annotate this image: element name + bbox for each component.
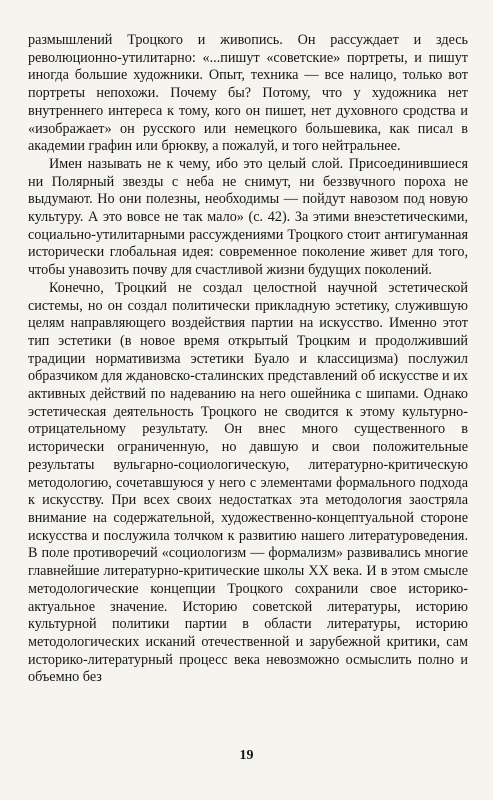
- paragraph-1: размышлений Троцкого и живопись. Он рассуждает и здесь революционно-утилитарно: «...пишут «советские» портреты, и пишут иногда большие художники. Опыт, техника — все налицо, только вот портреты непохожи. Почему бы? Потому, что у художника нет внутреннего интереса к тому, кого он пишет, нет духовного сродства и «изображает» он русского или немецкого большевика, как писал в академии графин или брюкву, а пожалуй, и того нейтральнее.: [28, 32, 468, 155]
- page-number: 19: [239, 748, 254, 763]
- paragraph-3: Конечно, Троцкий не создал целостной научной эстетической системы, но он создал политически прикладную эстетику, служившую целям направляющего воздействия партии на искусство. Именно этот тип эстетики (в новое время открытый Троцким и продолживший традиции нормативизма эстетики Буало и классицизма) послужил образчиком для ждановско-сталинских представлений об искусстве и их активных действий по надеванию на него ошейника с шипами. Однако эстетическая деятельность Троцкого не сводится к этому культурно-отрицательному результату. Он внес много существенного в исторически ограниченную, но давшую и свои положительные результаты вульгарно-социологическую, литературно-критическую методологию, сочетавшуюся у него с элементами формального подхода к искусству. При всех своих недостатках эта методология заостряла внимание на содержательной, художественно-концептуальной стороне искусства и послужила толчком к развитию нашего литературоведения. В поле противоречий «социологизм — формализм» развивались многие главнейшие литературно-критические школы XX века. И в этом смысле методологические концепции Троцкого сохранили свое историко-актуальное значение. Историю советской литературы, историю культурной политики партии в области литературы, историю методологических исканий отечественной и зарубежной критики, сам историко-литературный процесс века невозможно осмыслить полно и объемно без: [28, 279, 468, 686]
- paragraph-2: Имен называть не к чему, ибо это целый слой. Присоединившиеся ни Полярный звезды с неба не снимут, ни беззвучного пороха не выдумают. Но они полезны, необходимы — пойдут навозом под новую культуру. А это вовсе не так мало» (с. 42). За этими внеэстетическими, социально-утилитарными рассуждениями Троцкого стоит антигуманная исторически глобальная идея: современное поколение живет для того, чтобы унавозить почву для счастливой жизни будущих поколений.: [28, 155, 468, 279]
- page-body: [28, 32, 468, 687]
